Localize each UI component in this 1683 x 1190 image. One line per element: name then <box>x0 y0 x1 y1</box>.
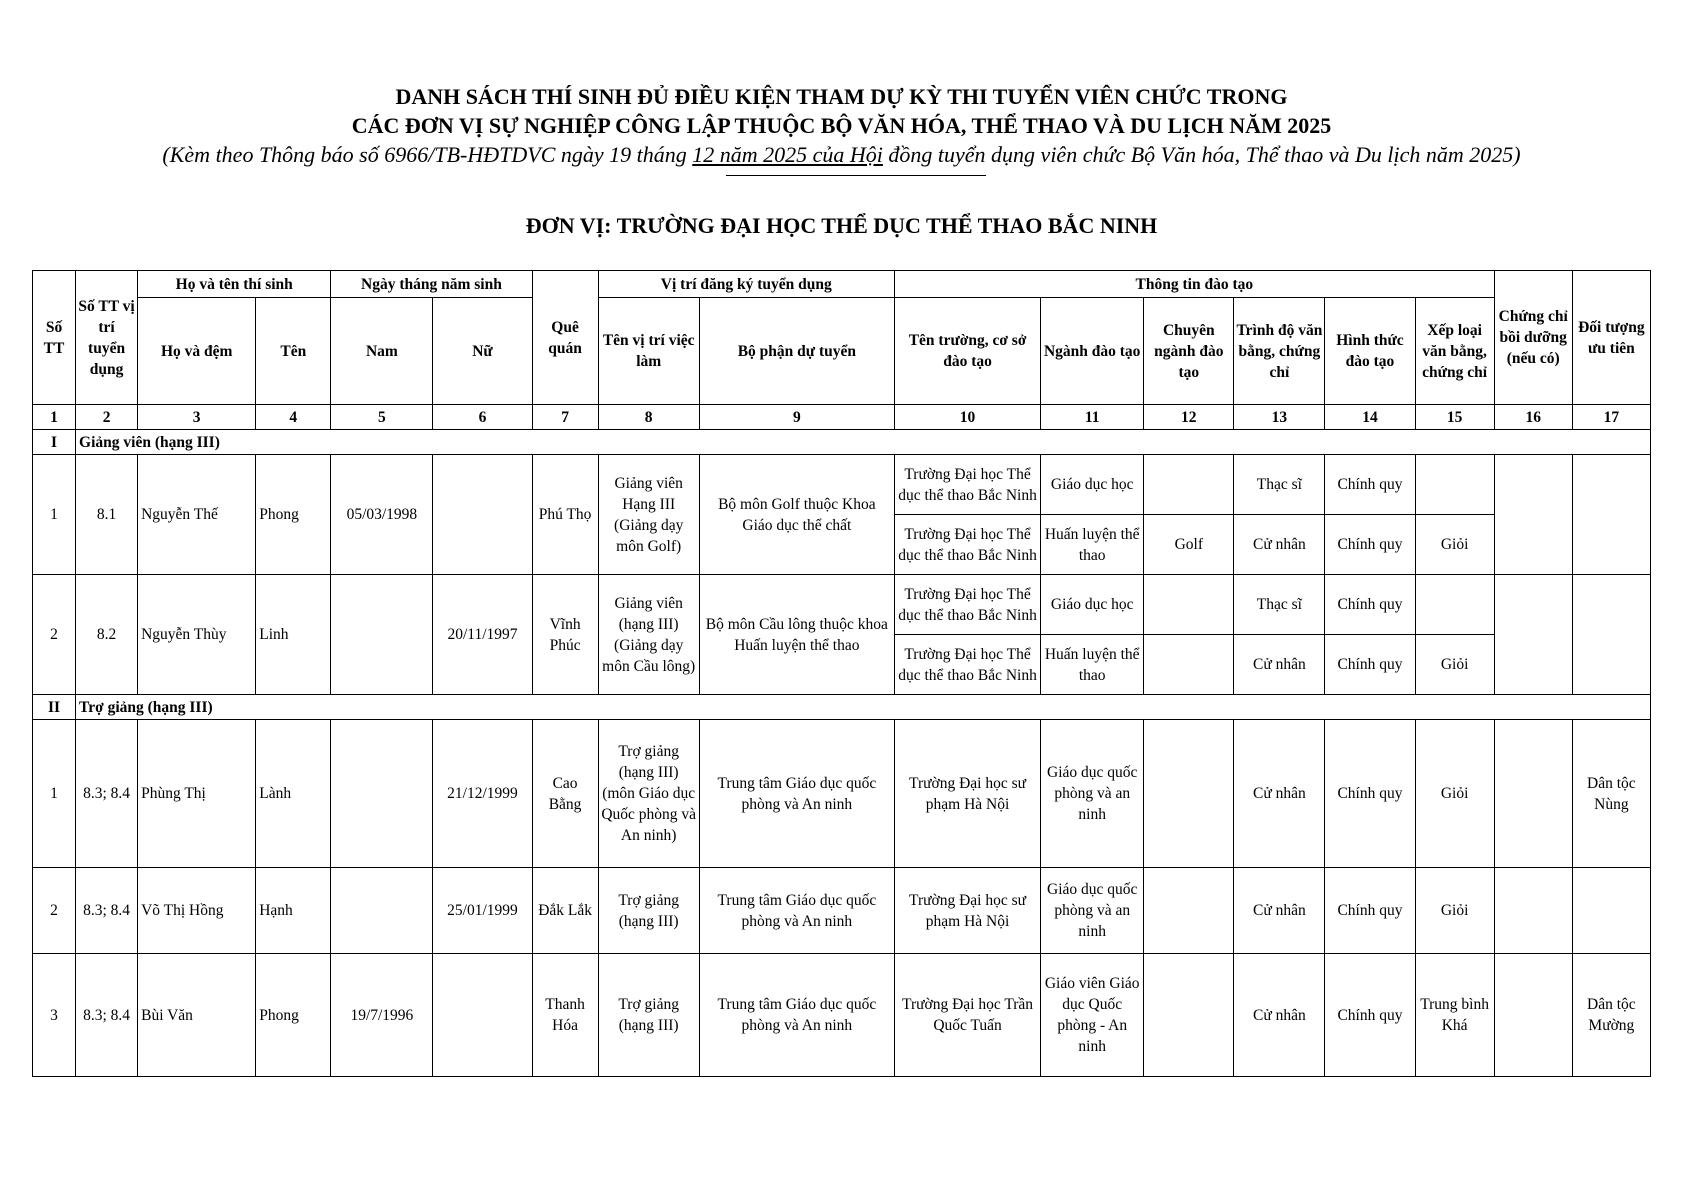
cell-nu: 21/12/1999 <box>433 720 532 868</box>
cell-quequan: Cao Bằng <box>532 720 598 868</box>
cell-chungchi <box>1494 720 1572 868</box>
title-line-1: DANH SÁCH THÍ SINH ĐỦ ĐIỀU KIỆN THAM DỰ KỲ THI TUYỂN VIÊN CHỨC TRONG <box>395 84 1288 109</box>
cell-xeploai: Giỏi <box>1415 720 1494 868</box>
cell-doituong <box>1572 455 1650 575</box>
unit-title: ĐƠN VỊ: TRƯỜNG ĐẠI HỌC THỂ DỤC THỂ THAO BẮC NINH <box>525 213 1158 238</box>
cell-trinhdo: Cử nhân <box>1234 720 1325 868</box>
cell-chuyennganh: Golf <box>1144 515 1234 575</box>
table-row <box>33 868 1651 954</box>
cell-trinhdo: Thạc sĩ <box>1234 575 1325 635</box>
section-label: Trợ giảng (hạng III) <box>76 695 1651 720</box>
cell-truong: Trường Đại học Thể dục thể thao Bắc Ninh <box>894 455 1040 515</box>
cell-xeploai: Giỏi <box>1415 515 1494 575</box>
cell-doituong: Dân tộc Mường <box>1572 954 1650 1077</box>
col-nu: Nữ <box>433 298 532 405</box>
cell-stt-vitri: 8.3; 8.4 <box>76 868 138 954</box>
col-number: 4 <box>256 405 331 430</box>
cell-hinhthuc: Chính quy <box>1325 635 1415 695</box>
cell-nganh: Giáo dục học <box>1041 455 1144 515</box>
col-number: 15 <box>1415 405 1494 430</box>
col-bophan: Bộ phận dự tuyển <box>699 298 894 405</box>
col-number: 6 <box>433 405 532 430</box>
col-number: 16 <box>1494 405 1572 430</box>
cell-truong: Trường Đại học sư phạm Hà Nội <box>894 868 1040 954</box>
cell-quequan: Phú Thọ <box>532 455 598 575</box>
col-number: 14 <box>1325 405 1415 430</box>
candidate-table <box>32 270 1651 1077</box>
cell-hodem: Bùi Văn <box>138 954 256 1077</box>
cell-stt: 2 <box>33 575 76 695</box>
section-row <box>33 430 1651 455</box>
cell-stt-vitri: 8.3; 8.4 <box>76 954 138 1077</box>
cell-hinhthuc: Chính quy <box>1325 954 1415 1077</box>
col-group-hoten: Họ và tên thí sinh <box>138 271 331 298</box>
subtitle-part-1: (Kèm theo Thông báo số 6966/TB-HĐTDVC ngày 19 tháng <box>162 142 693 167</box>
cell-tenvitri: Trợ giảng (hạng III) <box>598 868 699 954</box>
col-nganh: Ngành đào tạo <box>1041 298 1144 405</box>
col-group-ngaysinh: Ngày tháng năm sinh <box>331 271 532 298</box>
col-hinhthuc: Hình thức đào tạo <box>1325 298 1415 405</box>
cell-hodem: Võ Thị Hồng <box>138 868 256 954</box>
table-row <box>33 455 1651 515</box>
cell-ten: Phong <box>256 954 331 1077</box>
cell-stt-vitri: 8.2 <box>76 575 138 695</box>
cell-stt-vitri: 8.3; 8.4 <box>76 720 138 868</box>
cell-nam <box>331 720 433 868</box>
col-number: 8 <box>598 405 699 430</box>
col-group-vitri: Vị trí đăng ký tuyển dụng <box>598 271 894 298</box>
col-xeploai: Xếp loại văn bằng, chứng chỉ <box>1415 298 1494 405</box>
section-roman: II <box>33 695 76 720</box>
col-trinhdo: Trình độ văn bằng, chứng chỉ <box>1234 298 1325 405</box>
subtitle-part-2: đồng tuyển dụng viên chức Bộ Văn hóa, Thể thao và Du lịch năm 2025) <box>882 142 1521 167</box>
title-line-2: CÁC ĐƠN VỊ SỰ NGHIỆP CÔNG LẬP THUỘC BỘ VĂN HÓA, THỂ THAO VÀ DU LỊCH NĂM 2025 <box>351 113 1332 138</box>
col-number: 2 <box>76 405 138 430</box>
subtitle <box>0 140 1683 169</box>
cell-chungchi <box>1494 954 1572 1077</box>
col-number: 12 <box>1144 405 1234 430</box>
cell-chuyennganh <box>1144 954 1234 1077</box>
col-number: 9 <box>699 405 894 430</box>
cell-xeploai <box>1415 455 1494 515</box>
cell-chuyennganh <box>1144 720 1234 868</box>
col-hodem: Họ và đệm <box>138 298 256 405</box>
cell-hinhthuc: Chính quy <box>1325 455 1415 515</box>
cell-truong: Trường Đại học Trần Quốc Tuấn <box>894 954 1040 1077</box>
cell-nu: 25/01/1999 <box>433 868 532 954</box>
cell-xeploai <box>1415 575 1494 635</box>
cell-bophan: Bộ môn Golf thuộc Khoa Giáo dục thể chất <box>699 455 894 575</box>
cell-bophan: Trung tâm Giáo dục quốc phòng và An ninh <box>699 720 894 868</box>
cell-nganh: Huấn luyện thể thao <box>1041 635 1144 695</box>
cell-chuyennganh <box>1144 575 1234 635</box>
document-header <box>0 82 1683 169</box>
cell-truong: Trường Đại học Thể dục thể thao Bắc Ninh <box>894 515 1040 575</box>
cell-doituong <box>1572 575 1650 695</box>
cell-chuyennganh <box>1144 868 1234 954</box>
cell-ten: Phong <box>256 455 331 575</box>
col-group-daotao: Thông tin đào tạo <box>894 271 1494 298</box>
col-tentruong: Tên trường, cơ sở đào tạo <box>894 298 1040 405</box>
col-ten: Tên <box>256 298 331 405</box>
cell-trinhdo: Cử nhân <box>1234 635 1325 695</box>
cell-nam: 05/03/1998 <box>331 455 433 575</box>
cell-tenvitri: Giảng viên Hạng III (Giảng dạy môn Golf) <box>598 455 699 575</box>
cell-quequan: Vĩnh Phúc <box>532 575 598 695</box>
cell-nganh: Giáo viên Giáo dục Quốc phòng - An ninh <box>1041 954 1144 1077</box>
cell-quequan: Đắk Lắk <box>532 868 598 954</box>
column-number-row <box>33 405 1651 430</box>
cell-trinhdo: Cử nhân <box>1234 868 1325 954</box>
cell-nganh: Giáo dục học <box>1041 575 1144 635</box>
cell-stt: 1 <box>33 720 76 868</box>
subtitle-underlined: 12 năm 2025 của Hội <box>692 142 883 167</box>
cell-xeploai: Giỏi <box>1415 635 1494 695</box>
cell-chuyennganh <box>1144 635 1234 695</box>
cell-chuyennganh <box>1144 455 1234 515</box>
table-row <box>33 720 1651 868</box>
cell-hinhthuc: Chính quy <box>1325 868 1415 954</box>
col-tenvitri: Tên vị trí việc làm <box>598 298 699 405</box>
cell-hinhthuc: Chính quy <box>1325 720 1415 868</box>
col-doituong: Đối tượng ưu tiên <box>1572 271 1650 405</box>
cell-nam <box>331 868 433 954</box>
cell-nganh: Huấn luyện thể thao <box>1041 515 1144 575</box>
cell-nam <box>331 575 433 695</box>
cell-stt: 1 <box>33 455 76 575</box>
cell-bophan: Bộ môn Cầu lông thuộc khoa Huấn luyện thể thao <box>699 575 894 695</box>
section-roman: I <box>33 430 76 455</box>
cell-stt: 3 <box>33 954 76 1077</box>
cell-chungchi <box>1494 455 1572 575</box>
section-label: Giảng viên (hạng III) <box>76 430 1651 455</box>
cell-ten: Hạnh <box>256 868 331 954</box>
cell-hodem: Phùng Thị <box>138 720 256 868</box>
cell-nam: 19/7/1996 <box>331 954 433 1077</box>
cell-trinhdo: Cử nhân <box>1234 515 1325 575</box>
cell-hinhthuc: Chính quy <box>1325 515 1415 575</box>
cell-truong: Trường Đại học sư phạm Hà Nội <box>894 720 1040 868</box>
cell-trinhdo: Cử nhân <box>1234 954 1325 1077</box>
col-number: 11 <box>1041 405 1144 430</box>
cell-xeploai: Giỏi <box>1415 868 1494 954</box>
cell-nu <box>433 954 532 1077</box>
header-divider <box>726 175 986 176</box>
cell-nu <box>433 455 532 575</box>
cell-tenvitri: Trợ giảng (hạng III) <box>598 954 699 1077</box>
cell-bophan: Trung tâm Giáo dục quốc phòng và An ninh <box>699 954 894 1077</box>
table-row <box>33 954 1651 1077</box>
cell-stt: 2 <box>33 868 76 954</box>
cell-doituong: Dân tộc Nùng <box>1572 720 1650 868</box>
cell-stt-vitri: 8.1 <box>76 455 138 575</box>
cell-hodem: Nguyễn Thế <box>138 455 256 575</box>
cell-ten: Linh <box>256 575 331 695</box>
section-row <box>33 695 1651 720</box>
col-number: 5 <box>331 405 433 430</box>
col-number: 17 <box>1572 405 1650 430</box>
cell-ten: Lành <box>256 720 331 868</box>
col-number: 1 <box>33 405 76 430</box>
col-nam: Nam <box>331 298 433 405</box>
cell-trinhdo: Thạc sĩ <box>1234 455 1325 515</box>
cell-truong: Trường Đại học Thể dục thể thao Bắc Ninh <box>894 635 1040 695</box>
cell-chungchi <box>1494 868 1572 954</box>
col-stt: Số TT <box>33 271 76 405</box>
cell-bophan: Trung tâm Giáo dục quốc phòng và An ninh <box>699 868 894 954</box>
cell-tenvitri: Trợ giảng (hạng III) (môn Giáo dục Quốc phòng và An ninh) <box>598 720 699 868</box>
col-stt-vitri: Số TT vị trí tuyển dụng <box>76 271 138 405</box>
table-row <box>33 575 1651 635</box>
col-number: 13 <box>1234 405 1325 430</box>
col-quequan: Quê quán <box>532 271 598 405</box>
cell-nganh: Giáo dục quốc phòng và an ninh <box>1041 720 1144 868</box>
cell-nganh: Giáo dục quốc phòng và an ninh <box>1041 868 1144 954</box>
col-number: 7 <box>532 405 598 430</box>
cell-tenvitri: Giảng viên (hạng III) (Giảng dạy môn Cầu lông) <box>598 575 699 695</box>
col-chuyennganh: Chuyên ngành đào tạo <box>1144 298 1234 405</box>
cell-hinhthuc: Chính quy <box>1325 575 1415 635</box>
col-chungchi: Chứng chỉ bồi dưỡng (nếu có) <box>1494 271 1572 405</box>
cell-hodem: Nguyễn Thùy <box>138 575 256 695</box>
cell-xeploai: Trung bình Khá <box>1415 954 1494 1077</box>
cell-truong: Trường Đại học Thể dục thể thao Bắc Ninh <box>894 575 1040 635</box>
cell-quequan: Thanh Hóa <box>532 954 598 1077</box>
cell-nu: 20/11/1997 <box>433 575 532 695</box>
col-number: 10 <box>894 405 1040 430</box>
cell-doituong <box>1572 868 1650 954</box>
cell-chungchi <box>1494 575 1572 695</box>
col-number: 3 <box>138 405 256 430</box>
